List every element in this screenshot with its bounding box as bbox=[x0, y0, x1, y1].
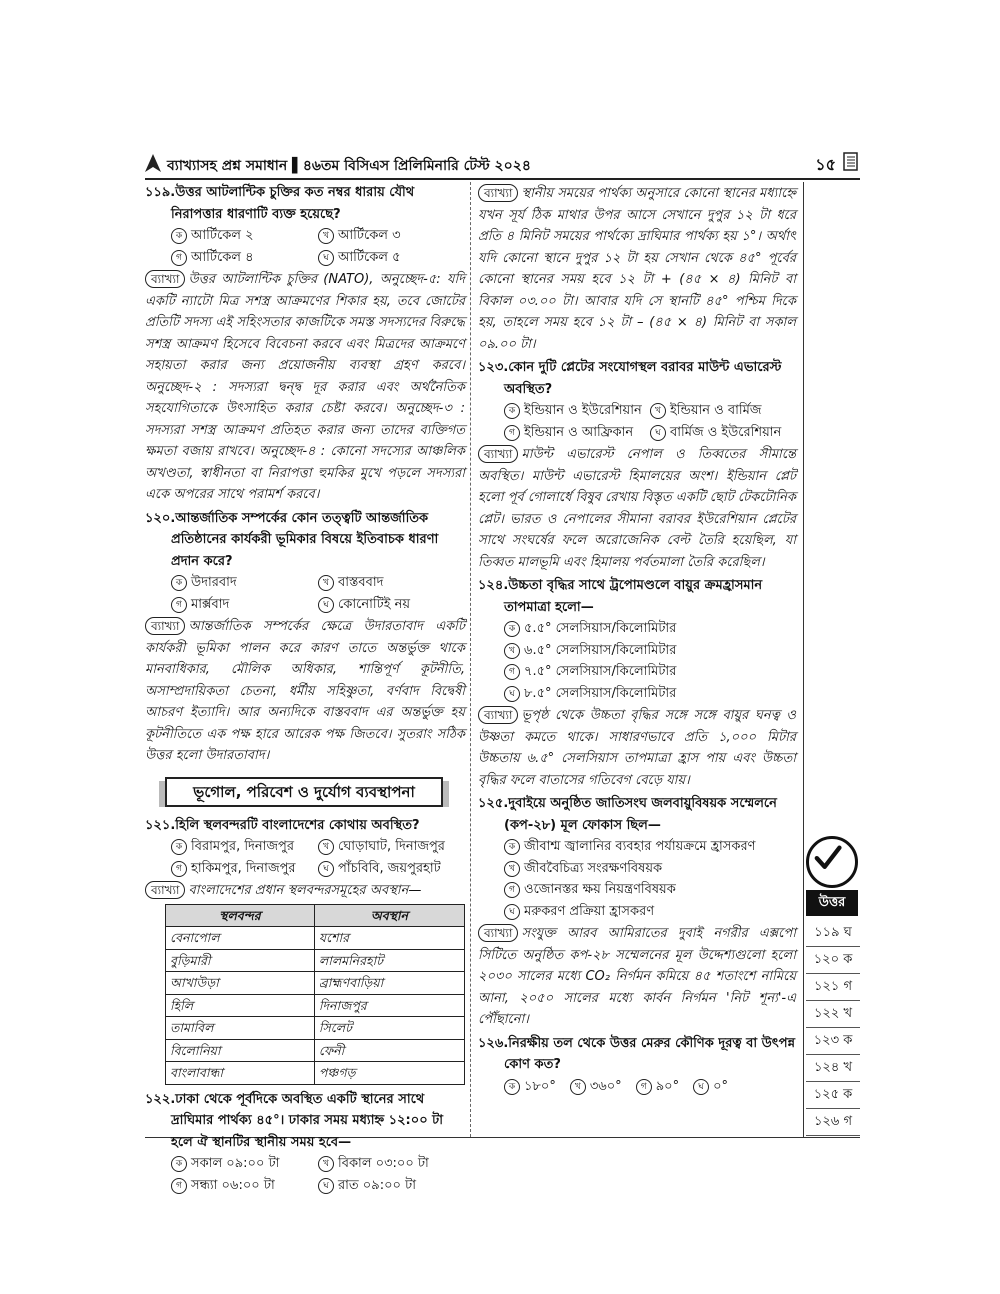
answer-row: ১২৩ ক bbox=[806, 1028, 860, 1055]
table-row: আখাউড়া ব্রাহ্মণবাড়িয়া bbox=[166, 972, 465, 995]
table-row: বুড়িমারী লালমনিরহাট bbox=[166, 949, 465, 972]
page-header bbox=[145, 150, 860, 180]
answer-row: ১২২ খ bbox=[806, 1001, 860, 1028]
option: ঘ পাঁচবিবি, জয়পুরহাট bbox=[318, 858, 465, 880]
option: খ ঘোড়াঘাট, দিনাজপুর bbox=[318, 836, 465, 858]
page-number: ১৫ bbox=[815, 155, 836, 174]
explanation-tag: ব্যাখ্যা bbox=[145, 617, 185, 635]
answer-row: ১২৫ ক bbox=[806, 1082, 860, 1109]
answer-row: ১২০ ক bbox=[806, 947, 860, 974]
explanation-tag: ব্যাখ্যা bbox=[478, 924, 518, 942]
answer-row: ১২৬ গ bbox=[806, 1109, 860, 1136]
options-121 bbox=[171, 836, 465, 879]
option: গ ইন্ডিয়ান ও আফ্রিকান bbox=[504, 422, 650, 444]
option: গ আর্টিকেল ৪ bbox=[171, 247, 318, 269]
option: ক জীবাশ্ম জ্বালানির ব্যবহার পর্যায়ক্রমে হ্রাসকরণ bbox=[504, 836, 796, 858]
question-119: ১১৯.উত্তর আটলান্টিক চুক্তির কত নম্বর ধারায় যৌথ নিরাপত্তার ধারণাটি ব্যক্ত হয়েছে? bbox=[145, 185, 415, 222]
explanation-tag: ব্যাখ্যা bbox=[145, 881, 185, 899]
question-126: ১২৬.নিরক্ষীয় তল থেকে উত্তর মেরুর কৌণিক দূরত্ব বা উৎপন্ন কোণ কত? bbox=[478, 1035, 795, 1072]
explanation-tag: ব্যাখ্যা bbox=[478, 184, 518, 202]
explanation-125: ব্যাখ্যা সংযুক্ত আরব আমিরাতের দুবাই নগরীর এক্সপো সিটিতে অনুষ্ঠিত কপ-২৮ সম্মেলনের মূল উদ্দেশ্যগুলো হলো ২০৩০ সালের মধ্যে CO₂ নির্গমন কমিয়ে ৪৫ শতাংশে নামিয়ে আনা, ২০৫০ সালের মধ্যে কার্বন নির্গমন 'নিট শূন্য'-এ পৌঁছানো। bbox=[478, 926, 796, 1027]
question-121: ১২১.হিলি স্থলবন্দরটি বাংলাদেশের কোথায় অবস্থিত? bbox=[145, 817, 420, 833]
option: ঘ মরুকরণ প্রক্রিয়া হ্রাসকরণ bbox=[504, 901, 796, 923]
option: ক ৫.৫° সেলসিয়াস/কিলোমিটার bbox=[504, 618, 796, 640]
table-row: বেনাপোল যশোর bbox=[166, 927, 465, 950]
section-heading: ভূগোল, পরিবেশ ও দুর্যোগ ব্যবস্থাপনা bbox=[159, 777, 449, 807]
explanation-tag: ব্যাখ্যা bbox=[478, 706, 518, 724]
option: গ হাকিমপুর, দিনাজপুর bbox=[171, 858, 318, 880]
header-title: ব্যাখ্যাসহ প্রশ্ন সমাধান ▌৪৬তম বিসিএস প্রিলিমিনারি টেস্ট ২০২৪ bbox=[167, 158, 531, 174]
option: ঘ আর্টিকেল ৫ bbox=[318, 247, 465, 269]
explanation-tag: ব্যাখ্যা bbox=[145, 270, 185, 288]
option: খ ৩৬০° bbox=[570, 1076, 622, 1098]
option: খ জীববৈচিত্র্য সংরক্ষণবিষয়ক bbox=[504, 858, 796, 880]
question-124: ১২৪.উচ্চতা বৃদ্ধির সাথে ট্রপোমণ্ডলে বায়ুর ক্রমহ্রাসমান তাপমাত্রা হলো— bbox=[478, 578, 763, 615]
option: গ ৯০° bbox=[636, 1076, 679, 1098]
option: ঘ ০° bbox=[693, 1076, 728, 1098]
options-120 bbox=[171, 572, 465, 615]
land-ports-table bbox=[165, 904, 465, 1085]
explanation-123: ব্যাখ্যা মাউন্ট এভারেস্ট নেপাল ও তিব্বতের সীমান্তে অবস্থিত। মাউন্ট এভারেস্ট হিমালয়ের অংশ। ইন্ডিয়ান প্লেট হলো পূর্ব গোলার্ধে বিষুব রেখায় বিস্তৃত একটি ছোট টেকটোনিক প্লেট। ভারত ও নেপালের সীমানা বরাবর ইউরেশিয়ান প্লেটের সাথে সংঘর্ষের ফলে অরোজেনিক বেল্ট তৈরি হয়েছিল, যা তিব্বত মালভূমি এবং হিমালয় পর্বতমালা তৈরি করেছিল। bbox=[478, 447, 796, 570]
options-126 bbox=[504, 1076, 796, 1098]
answer-row: ১২১ গ bbox=[806, 974, 860, 1001]
column-divider bbox=[470, 182, 471, 1137]
explanation-122: ব্যাখ্যা স্থানীয় সময়ের পার্থক্য অনুসারে কোনো স্থানের মধ্যাহ্নে যখন সূর্য ঠিক মাথার উপর আসে সেখানে দুপুর ১২ টা ধরে প্রতি ৪ মিনিট সময়ের পার্থক্যে দ্রাঘিমার পার্থক্য হয় ১°। অর্থাৎ যদি কোনো স্থানে দুপুর ১২ টা হয় সেখান থেকে ৪৫° পূর্বের কোনো স্থানের সময় হবে ১২ টা + (৪৫ × ৪) মিনিট বা বিকাল ০৩.০০ টা। আবার যদি সে স্থানটি ৪৫° পশ্চিম দিকে হয়, তাহলে সময় হবে ১২ টা – (৪৫ × ৪) মিনিট বা সকাল ০৯.০০ টা। bbox=[478, 186, 796, 352]
option: ক সকাল ০৯:০০ টা bbox=[171, 1153, 318, 1175]
option: ঘ কোনোটিই নয় bbox=[318, 594, 465, 616]
option: ক বিরামপুর, দিনাজপুর bbox=[171, 836, 318, 858]
option: খ ৬.৫° সেলসিয়াস/কিলোমিটার bbox=[504, 640, 796, 662]
options-122 bbox=[171, 1153, 465, 1196]
right-column bbox=[478, 182, 796, 1097]
book-icon bbox=[842, 152, 860, 172]
options-124 bbox=[504, 618, 796, 704]
table-row: বাংলাবান্ধা পঞ্চগড় bbox=[166, 1062, 465, 1085]
answer-key-title: উত্তর bbox=[806, 890, 858, 916]
publisher-logo-icon bbox=[145, 154, 161, 172]
explanation-119: ব্যাখ্যা উত্তর আটলান্টিক চুক্তির (NATO), অনুচ্ছেদ-৫: যদি একটি ন্যাটো মিত্র সশস্ত্র আক্রমণের শিকার হয়, তবে জোটের প্রতিটি সদস্য এই সহিংসতার কাজটিকে সমস্ত সদস্যদের বিরুদ্ধে সশস্ত্র আক্রমণ হিসেবে বিবেচনা করবে এবং মিত্রদের আক্রমণে সহায়তা করার জন্য প্রয়োজনীয় ব্যবস্থা গ্রহণ করবে। অনুচ্ছেদ-২ : সদস্যরা দ্বন্দ্ব দূর করার এবং অর্থনৈতিক সহযোগিতাকে উৎসাহিত করার চেষ্টা করবে। অনুচ্ছেদ-৩ : সদস্যরা সশস্ত্র আক্রমণ প্রতিহত করার জন্য তাদের ব্যক্তিগত ক্ষমতা বজায় রাখবে। অনুচ্ছেদ-৪ : কোনো সদস্যের আঞ্চলিক অখণ্ডতা, স্বাধীনতা বা নিরাপত্তা হুমকির মুখে পড়লে সদস্যরা একে অপরের সাথে পরামর্শ করবে। bbox=[145, 272, 465, 502]
option: ক ইন্ডিয়ান ও ইউরেশিয়ান bbox=[504, 400, 650, 422]
answer-column-rule bbox=[803, 182, 804, 1137]
option: খ ইন্ডিয়ান ও বার্মিজ bbox=[650, 400, 796, 422]
option: খ আর্টিকেল ৩ bbox=[318, 225, 465, 247]
option: গ সন্ধ্যা ০৬:০০ টা bbox=[171, 1175, 318, 1197]
option: গ ওজোনস্তর ক্ষয় নিয়ন্ত্রণবিষয়ক bbox=[504, 879, 796, 901]
question-122: ১২২.ঢাকা থেকে পূর্বদিকে অবস্থিত একটি স্থানের সাথে দ্রাঘিমার পার্থক্য ৪৫°। ঢাকার সময় মধ্যাহ্ন ১২:০০ টা হলে ঐ স্থানটির স্থানীয় সময় হবে— bbox=[145, 1091, 444, 1150]
table-row: হিলি দিনাজপুর bbox=[166, 994, 465, 1017]
option: খ বাস্তববাদ bbox=[318, 572, 465, 594]
question-125: ১২৫.দুবাইয়ে অনুষ্ঠিত জাতিসংঘ জলবায়ুবিষয়ক সম্মেলনে (কপ-২৮) মূল ফোকাস ছিল— bbox=[478, 796, 777, 833]
explanation-120: ব্যাখ্যা আন্তর্জাতিক সম্পর্কের ক্ষেত্রে উদারতাবাদ একটি কার্যকরী ভূমিকা পালন করে কারণ তাতে অন্তর্ভুক্ত থাকে মানবাধিকার, মৌলিক অধিকার, শান্তিপূর্ণ কূটনীতি, অসাম্প্রদায়িকতা চেতনা, ধর্মীয় সহিষ্ণুতা, বর্ণবাদ বিদ্বেষী আচরণ ইত্যাদি। আর অন্যদিকে বাস্তববাদ এর অন্তর্ভুক্ত হয় কূটনীতিতে এক পক্ষ হারে আরেক পক্ষ জিতবে। সুতরাং সঠিক উত্তর হলো উদারতাবাদ। bbox=[145, 619, 465, 763]
answer-row: ১২৪ খ bbox=[806, 1055, 860, 1082]
option: গ মার্ক্সবাদ bbox=[171, 594, 318, 616]
left-column bbox=[145, 182, 465, 1196]
table-row: বিলোনিয়া ফেনী bbox=[166, 1039, 465, 1062]
option: ঘ রাত ০৯:০০ টা bbox=[318, 1175, 465, 1197]
options-125 bbox=[504, 836, 796, 922]
explanation-tag: ব্যাখ্যা bbox=[478, 445, 518, 463]
answer-key-header bbox=[806, 836, 858, 916]
question-120: ১২০.আন্তর্জাতিক সম্পর্কের কোন তত্ত্বটি আন্তর্জাতিক প্রতিষ্ঠানের কার্যকরী ভূমিকার বিষয়ে ইতিবাচক ধারণা প্রদান করে? bbox=[145, 510, 439, 569]
options-119 bbox=[171, 225, 465, 268]
explanation-124: ব্যাখ্যা ভূপৃষ্ঠ থেকে উচ্চতা বৃদ্ধির সঙ্গে সঙ্গে বায়ুর ঘনত্ব ও উষ্ণতা কমতে থাকে। সাধারণভাবে প্রতি ১,০০০ মিটার উচ্চতায় ৬.৫° সেলসিয়াস তাপমাত্রা হ্রাস পায় এবং উচ্চতা বৃদ্ধির ফলে বাতাসের গতিবেগ বেড়ে যায়। bbox=[478, 708, 796, 788]
answer-key bbox=[806, 920, 860, 1136]
option: ঘ ৮.৫° সেলসিয়াস/কিলোমিটার bbox=[504, 683, 796, 705]
table-header: অবস্থান bbox=[314, 904, 464, 927]
option: ক আর্টিকেল ২ bbox=[171, 225, 318, 247]
question-123: ১২৩.কোন দুটি প্লেটের সংযোগস্থল বরাবর মাউন্ট এভারেস্ট অবস্থিত? bbox=[478, 360, 782, 397]
table-row: তামাবিল সিলেট bbox=[166, 1017, 465, 1040]
option: খ বিকাল ০৩:০০ টা bbox=[318, 1153, 465, 1175]
option: গ ৭.৫° সেলসিয়াস/কিলোমিটার bbox=[504, 661, 796, 683]
option: ক উদারবাদ bbox=[171, 572, 318, 594]
explanation-121: ব্যাখ্যা বাংলাদেশের প্রধান স্থলবন্দরসমূহের অবস্থান— bbox=[145, 880, 465, 902]
checkmark-icon bbox=[806, 836, 858, 888]
answer-row: ১১৯ ঘ bbox=[806, 920, 860, 947]
option: ক ১৮০° bbox=[504, 1076, 556, 1098]
table-header: স্থলবন্দর bbox=[166, 904, 315, 927]
option: ঘ বার্মিজ ও ইউরেশিয়ান bbox=[650, 422, 796, 444]
options-123 bbox=[504, 400, 796, 443]
